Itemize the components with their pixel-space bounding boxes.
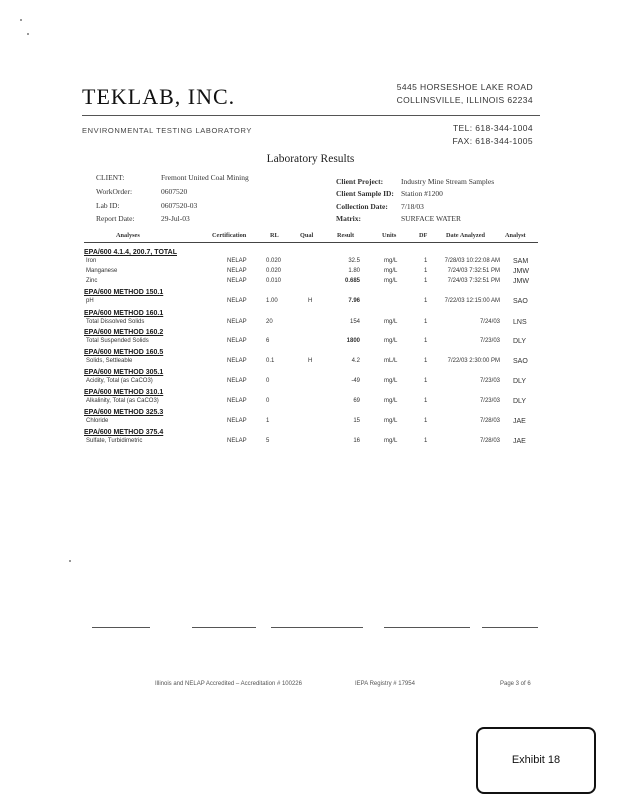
certification: NELAP (227, 258, 247, 264)
units: mg/L (384, 258, 398, 264)
matrix-label: Matrix: (336, 214, 361, 223)
result: -49 (351, 378, 360, 384)
dilution-factor: 1 (424, 378, 428, 384)
col-header-qual: Qual (300, 232, 314, 239)
result: 4.2 (351, 358, 360, 364)
analyst: JMW (513, 278, 529, 285)
table-row (0, 418, 621, 428)
fax-number: FAX: 618-344-1005 (452, 136, 533, 146)
reporting-limit: 0.020 (266, 258, 282, 264)
date-analyzed: 7/24/03 7:32:51 PM (447, 278, 500, 284)
analyst: SAO (513, 298, 528, 305)
project-value: Industry Mine Stream Samples (401, 177, 495, 186)
footer-accreditation: Illinois and NELAP Accredited – Accreditation # 100226 (155, 681, 302, 687)
report-date-label: Report Date: (96, 214, 135, 223)
table-row (0, 319, 621, 329)
method-heading: EPA/600 METHOD 325.3 (84, 409, 164, 416)
result: 1800 (346, 338, 360, 344)
exhibit-stamp (476, 727, 596, 794)
dilution-factor: 1 (424, 338, 428, 344)
analyte-name: Chloride (86, 418, 109, 424)
reporting-limit: 0 (266, 378, 270, 384)
collection-date-label: Collection Date: (336, 202, 388, 211)
scan-speck (69, 560, 71, 562)
company-name: TEKLAB, INC. (82, 84, 236, 109)
certification: NELAP (227, 358, 247, 364)
result: 1.80 (348, 268, 360, 274)
certification: NELAP (227, 438, 247, 444)
units: mL/L (384, 358, 398, 364)
phone-number: TEL: 618-344-1004 (452, 123, 533, 133)
certification: NELAP (227, 298, 247, 304)
reporting-limit: 20 (266, 319, 273, 325)
dilution-factor: 1 (424, 398, 428, 404)
date-analyzed: 7/28/03 10:22:08 AM (444, 258, 500, 264)
result: 154 (349, 319, 360, 325)
reporting-limit: 0.1 (266, 358, 275, 364)
analyst: JAE (513, 438, 526, 445)
analyte-name: Sulfate, Turbidimetric (86, 438, 143, 444)
col-header-certification: Certification (212, 232, 247, 239)
analyte-name: Solids, Settleable (86, 358, 133, 364)
result: 7.96 (348, 298, 360, 304)
method-heading: EPA/600 4.1.4, 200.7, TOTAL (84, 249, 177, 256)
separator-segment (192, 627, 256, 628)
certification: NELAP (227, 319, 247, 325)
analyte-name: Iron (86, 258, 97, 264)
table-row (0, 438, 621, 448)
address-line-2: COLLINSVILLE, ILLINOIS 62234 (396, 95, 533, 105)
units: mg/L (384, 398, 398, 404)
certification: NELAP (227, 418, 247, 424)
analyst: DLY (513, 338, 527, 345)
client-label: CLIENT: (96, 173, 125, 182)
collection-date-value: 7/18/03 (401, 202, 424, 211)
certification: NELAP (227, 338, 247, 344)
certification: NELAP (227, 378, 247, 384)
result: 16 (353, 438, 360, 444)
col-header-analyst: Analyst (505, 232, 526, 239)
separator-segment (271, 627, 363, 628)
units: mg/L (384, 338, 398, 344)
table-row (0, 268, 621, 278)
separator-segment (384, 627, 470, 628)
analyst: DLY (513, 378, 527, 385)
workorder-value: 0607520 (161, 187, 188, 196)
analyte-name: Alkalinity, Total (as CaCO3) (86, 398, 159, 404)
dilution-factor: 1 (424, 418, 428, 424)
table-row (0, 258, 621, 268)
table-row (0, 378, 621, 388)
units: mg/L (384, 418, 398, 424)
col-header-rl: RL (270, 232, 279, 239)
report-title: Laboratory Results (266, 153, 355, 165)
analyte-name: Manganese (86, 268, 118, 274)
matrix-value: SURFACE WATER (401, 214, 461, 223)
units: mg/L (384, 438, 398, 444)
sample-id-label: Client Sample ID: (336, 189, 394, 198)
qualifier: H (308, 358, 313, 364)
col-header-result: Result (337, 232, 355, 239)
method-heading: EPA/600 METHOD 160.5 (84, 349, 164, 356)
qualifier: H (308, 298, 313, 304)
dilution-factor: 1 (424, 278, 428, 284)
reporting-limit: 1 (266, 418, 270, 424)
header-rule (82, 115, 540, 116)
dilution-factor: 1 (424, 438, 428, 444)
date-analyzed: 7/28/03 (479, 438, 500, 444)
dilution-factor: 1 (424, 268, 428, 274)
method-heading: EPA/600 METHOD 160.1 (84, 310, 164, 317)
table-row (0, 358, 621, 368)
sample-id-value: Station #1200 (401, 189, 443, 198)
workorder-label: WorkOrder: (96, 187, 133, 196)
table-row (0, 398, 621, 408)
analyte-name: Total Dissolved Solids (86, 319, 145, 325)
analyst: SAM (513, 258, 529, 265)
footer-registry: IEPA Registry # 17954 (355, 681, 415, 687)
analyst: JMW (513, 268, 529, 275)
division-name: ENVIRONMENTAL TESTING LABORATORY (82, 126, 252, 135)
exhibit-label: Exhibit 18 (511, 754, 561, 766)
col-header-units: Units (382, 232, 397, 239)
table-row (0, 298, 621, 308)
address-line-1: 5445 HORSESHOE LAKE ROAD (396, 82, 533, 92)
method-heading: EPA/600 METHOD 310.1 (84, 389, 164, 396)
dilution-factor: 1 (424, 358, 428, 364)
analyte-name: pH (86, 298, 94, 304)
method-heading: EPA/600 METHOD 375.4 (84, 429, 164, 436)
units: mg/L (384, 319, 398, 325)
result: 69 (353, 398, 360, 404)
report-date-value: 29-Jul-03 (161, 214, 190, 223)
reporting-limit: 1.00 (266, 298, 278, 304)
labid-value: 0607520-03 (161, 201, 198, 210)
separator-segment (92, 627, 150, 628)
units: mg/L (384, 378, 398, 384)
result: 0.685 (344, 278, 360, 284)
reporting-limit: 5 (266, 438, 270, 444)
scan-speck (27, 33, 29, 35)
dilution-factor: 1 (424, 258, 428, 264)
date-analyzed: 7/23/03 (479, 378, 500, 384)
footer-page-number: Page 3 of 6 (500, 681, 531, 687)
certification: NELAP (227, 268, 247, 274)
method-heading: EPA/600 METHOD 160.2 (84, 329, 164, 336)
date-analyzed: 7/28/03 (479, 418, 500, 424)
result: 32.5 (348, 258, 360, 264)
analyst: JAE (513, 418, 526, 425)
analyst: LNS (513, 319, 527, 326)
result: 15 (353, 418, 360, 424)
reporting-limit: 0.020 (266, 268, 282, 274)
table-row (0, 278, 621, 288)
reporting-limit: 0 (266, 398, 270, 404)
date-analyzed: 7/22/03 12:15:00 AM (444, 298, 500, 304)
table-header-rule (84, 242, 538, 243)
dilution-factor: 1 (424, 298, 428, 304)
date-analyzed: 7/22/03 2:30:00 PM (447, 358, 500, 364)
analyst: SAO (513, 358, 528, 365)
client-value: Fremont United Coal Mining (161, 173, 249, 182)
scan-speck (20, 19, 22, 21)
date-analyzed: 7/24/03 7:32:51 PM (447, 268, 500, 274)
analyte-name: Total Suspended Solids (86, 338, 149, 344)
reporting-limit: 0.010 (266, 278, 282, 284)
analyst: DLY (513, 398, 527, 405)
project-label: Client Project: (336, 177, 384, 186)
col-header-df: DF (419, 232, 428, 239)
certification: NELAP (227, 398, 247, 404)
method-heading: EPA/600 METHOD 305.1 (84, 369, 164, 376)
reporting-limit: 6 (266, 338, 270, 344)
date-analyzed: 7/24/03 (479, 319, 500, 325)
dilution-factor: 1 (424, 319, 428, 325)
col-header-date-analyzed: Date Analyzed (446, 232, 486, 239)
date-analyzed: 7/23/03 (479, 398, 500, 404)
analyte-name: Zinc (86, 278, 98, 284)
col-header-analyses: Analyses (116, 232, 140, 239)
table-row (0, 338, 621, 348)
method-heading: EPA/600 METHOD 150.1 (84, 289, 164, 296)
labid-label: Lab ID: (96, 201, 120, 210)
separator-segment (482, 627, 538, 628)
analyte-name: Acidity, Total (as CaCO3) (86, 378, 153, 384)
date-analyzed: 7/23/03 (479, 338, 500, 344)
units: mg/L (384, 278, 398, 284)
units: mg/L (384, 268, 398, 274)
certification: NELAP (227, 278, 247, 284)
